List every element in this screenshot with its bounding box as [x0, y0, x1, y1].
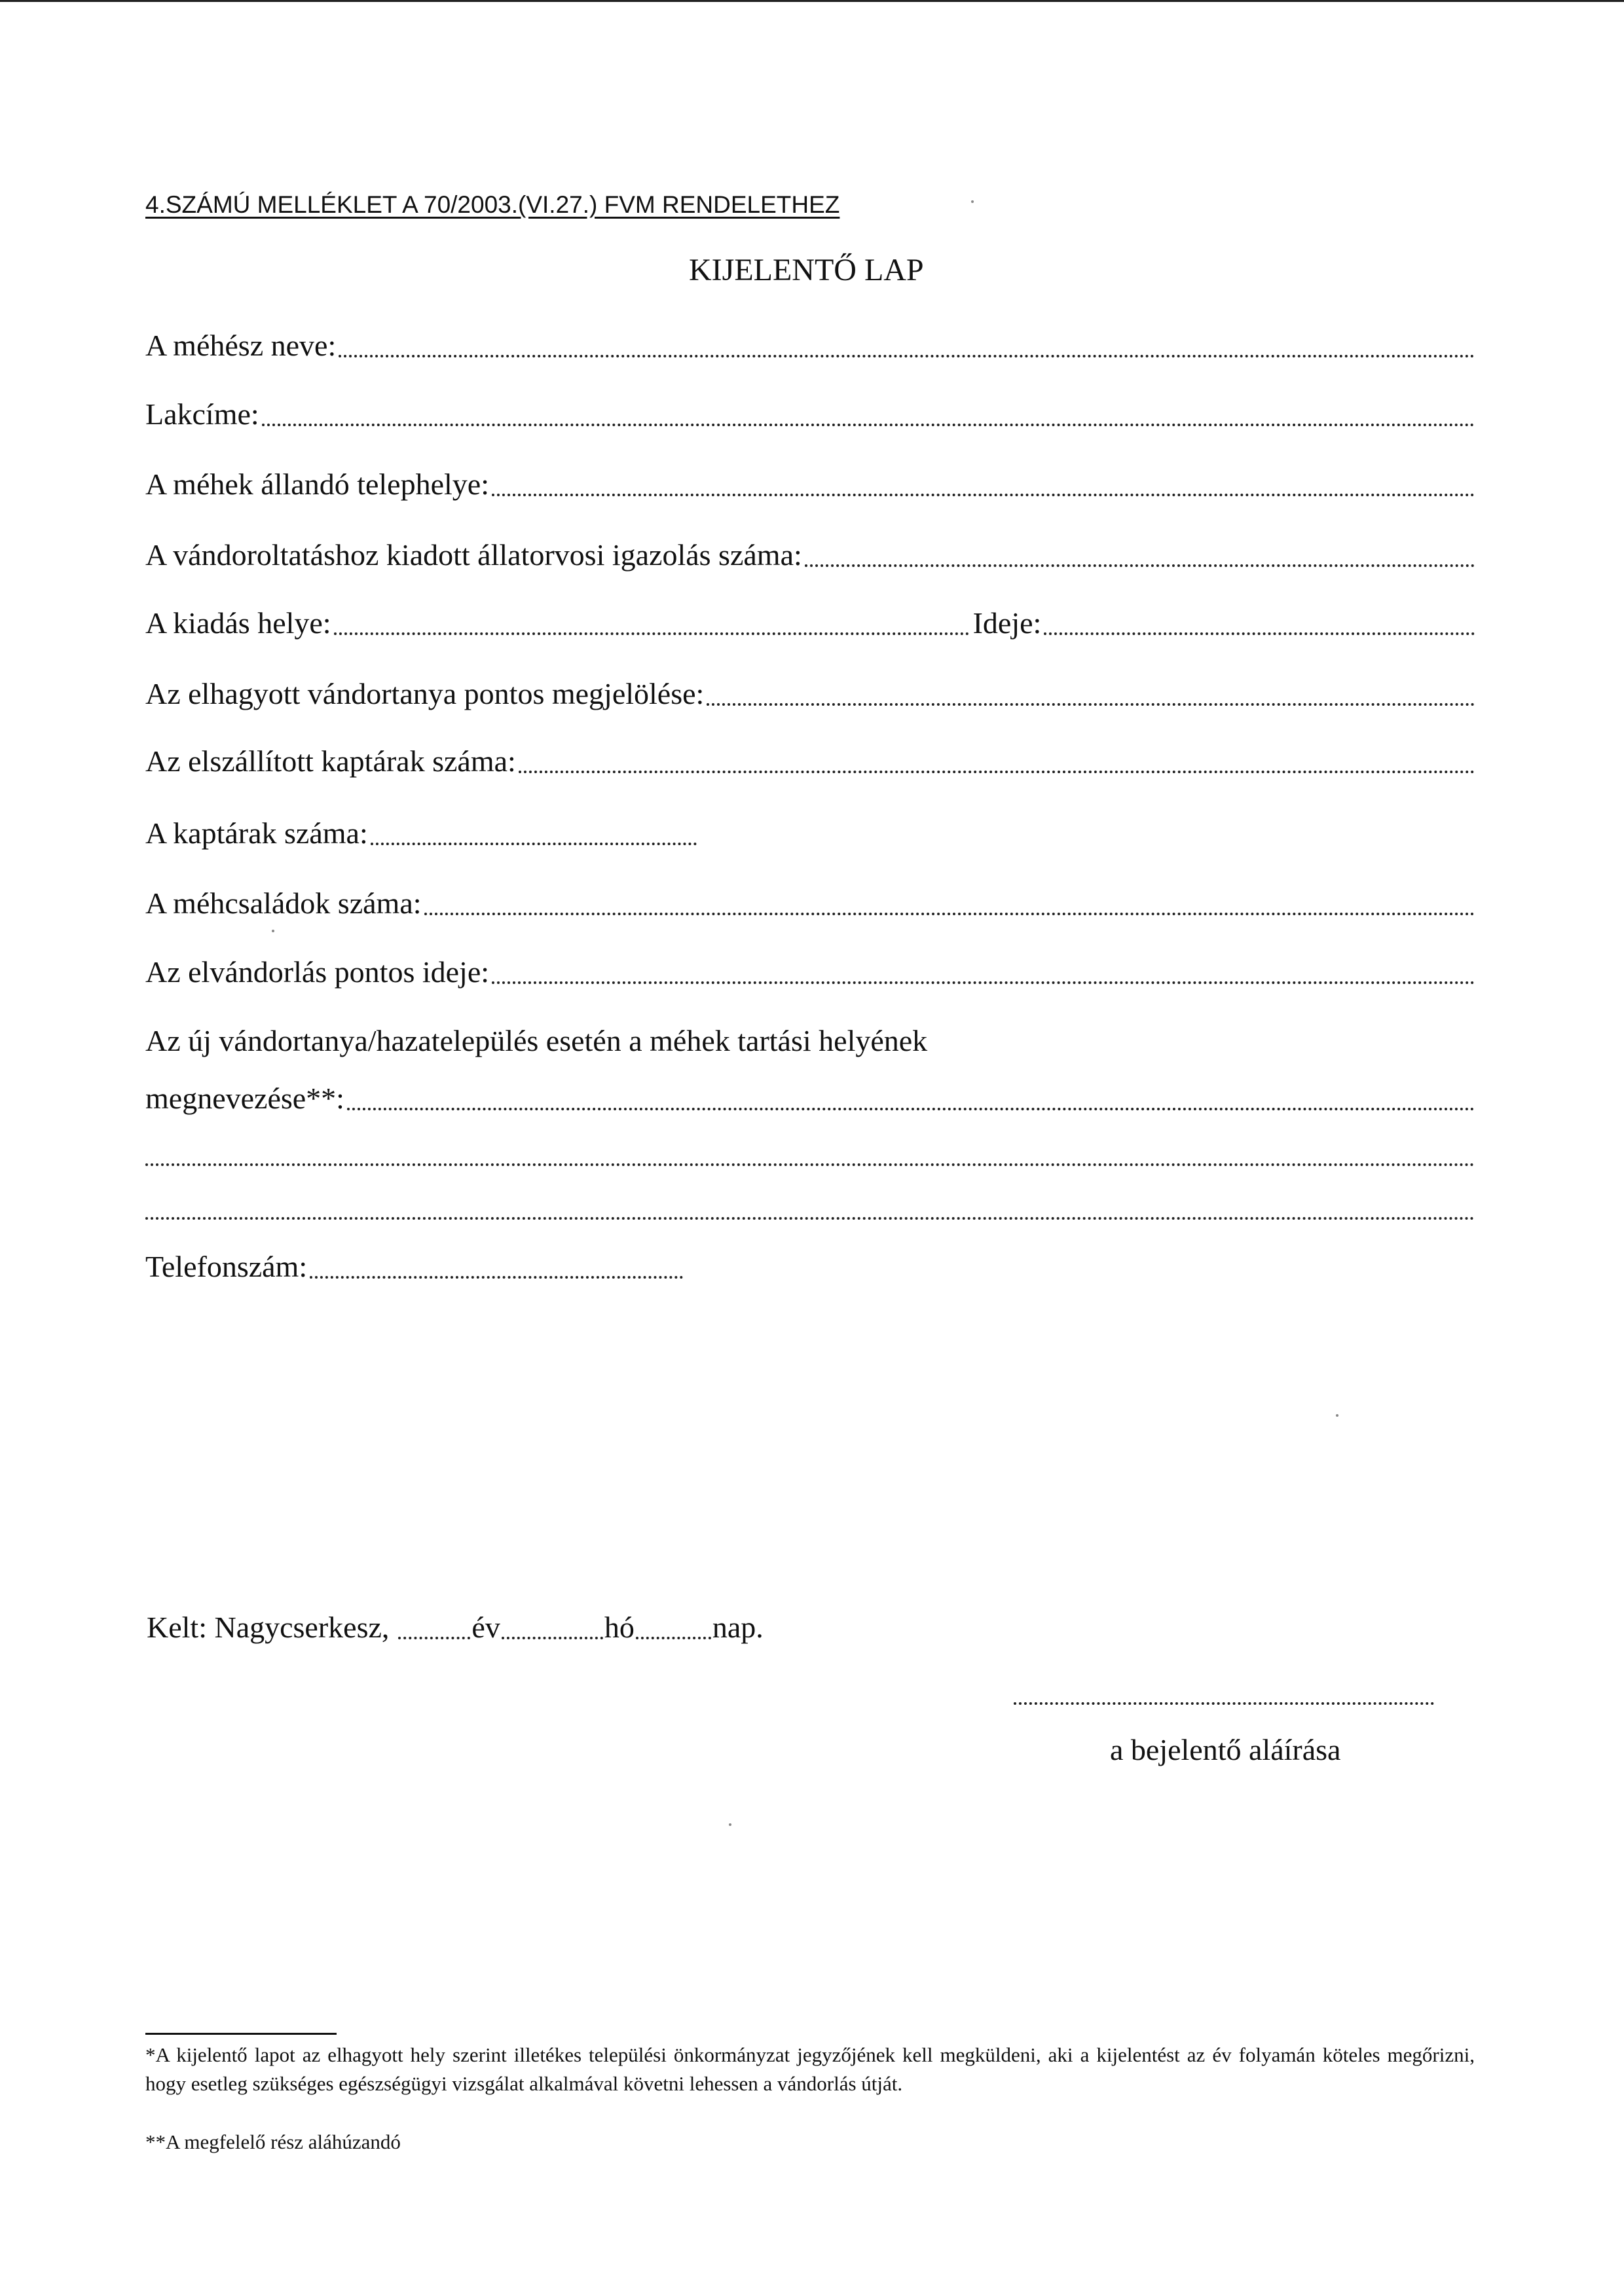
field-label: A méhész neve:	[145, 329, 337, 362]
dateline-day-label: nap.	[712, 1611, 764, 1644]
field-label: Ideje:	[972, 606, 1042, 640]
fill-in-line[interactable]	[707, 703, 1475, 706]
field-vet-certificate-number	[145, 536, 1475, 575]
fill-in-line[interactable]	[339, 355, 1475, 357]
field-colony-count	[145, 884, 1475, 923]
field-new-site-name	[145, 1079, 1475, 1118]
dateline-month-label: hó	[604, 1611, 635, 1644]
day-fill-in[interactable]	[636, 1637, 711, 1639]
field-label: Telefonszám:	[145, 1250, 308, 1283]
signature-line[interactable]	[1014, 1702, 1434, 1705]
year-fill-in[interactable]	[398, 1637, 470, 1639]
fill-in-line[interactable]	[310, 1276, 683, 1279]
field-label: A kiadás helye:	[145, 606, 331, 640]
dateline-place: Kelt: Nagycserkesz,	[147, 1611, 390, 1644]
fill-in-line[interactable]	[492, 981, 1475, 984]
field-issue-place-and-date	[145, 604, 1475, 643]
month-fill-in[interactable]	[502, 1637, 603, 1639]
fill-in-line[interactable]	[805, 564, 1475, 567]
field-label: A méhek állandó telephelye:	[145, 467, 489, 501]
dateline-year-label: év	[471, 1611, 500, 1644]
fill-in-line[interactable]	[347, 1108, 1475, 1110]
scan-speck	[729, 1823, 731, 1826]
field-transported-hives	[145, 742, 1475, 781]
fill-in-line[interactable]	[334, 632, 969, 635]
field-label: Az elhagyott vándortanya pontos megjelölése:	[145, 677, 705, 710]
field-label: megnevezése**:	[145, 1082, 344, 1115]
scan-speck	[971, 200, 974, 203]
field-label: A vándoroltatáshoz kiadott állatorvosi igazolás száma:	[145, 538, 802, 572]
footnote-rule	[145, 2033, 337, 2035]
field-label: A kaptárak száma:	[145, 816, 368, 850]
field-phone	[145, 1247, 1475, 1286]
fill-in-line[interactable]	[262, 424, 1475, 426]
field-label: Az elszállított kaptárak száma:	[145, 744, 516, 778]
footnote-1: *A kijelentő lapot az elhagyott hely szerint illetékes települési önkormányzat jegyzőjének kell megküldeni, aki a kijelentést az év folyamán köteles megőrizni, hogy esetleg szükséges egészségügyi vizsgálat alkalmával követni lehessen a vándorlás útját.	[145, 2043, 1475, 2095]
regulation-reference: 4.SZÁMÚ MELLÉKLET A 70/2003.(VI.27.) FVM RENDELETHEZ	[145, 191, 840, 218]
field-new-site-extra-line-1	[145, 1135, 1475, 1174]
field-beekeeper-name	[145, 326, 1475, 365]
page-title: KIJELENTŐ LAP	[689, 253, 924, 287]
fill-in-line[interactable]	[1044, 632, 1475, 635]
fill-in-line[interactable]	[371, 843, 697, 845]
field-label: Lakcíme:	[145, 397, 259, 431]
field-abandoned-site	[145, 674, 1475, 714]
field-label: A méhcsaládok száma:	[145, 886, 422, 920]
field-address	[145, 395, 1475, 434]
top-edge-rule	[0, 0, 1624, 2]
field-new-site-extra-line-2	[145, 1188, 1475, 1228]
fill-in-line[interactable]	[424, 913, 1475, 915]
signature-label: a bejelentő aláírása	[1110, 1733, 1341, 1766]
dateline	[145, 1608, 765, 1647]
field-departure-time	[145, 953, 1475, 992]
field-permanent-site	[145, 465, 1475, 504]
fill-in-line[interactable]	[519, 771, 1475, 773]
field-hive-count	[145, 814, 1475, 853]
fill-in-line[interactable]	[492, 494, 1475, 496]
fill-in-line[interactable]	[145, 1217, 1475, 1220]
scan-speck	[1336, 1414, 1338, 1417]
footnote-2: **A megfelelő rész aláhúzandó	[145, 2130, 401, 2153]
field-new-site-label: Az új vándortanya/hazatelepülés esetén a méhek tartási helyének	[145, 1024, 928, 1057]
field-label: Az elvándorlás pontos ideje:	[145, 955, 490, 989]
fill-in-line[interactable]	[145, 1163, 1475, 1166]
scan-speck	[272, 930, 274, 932]
